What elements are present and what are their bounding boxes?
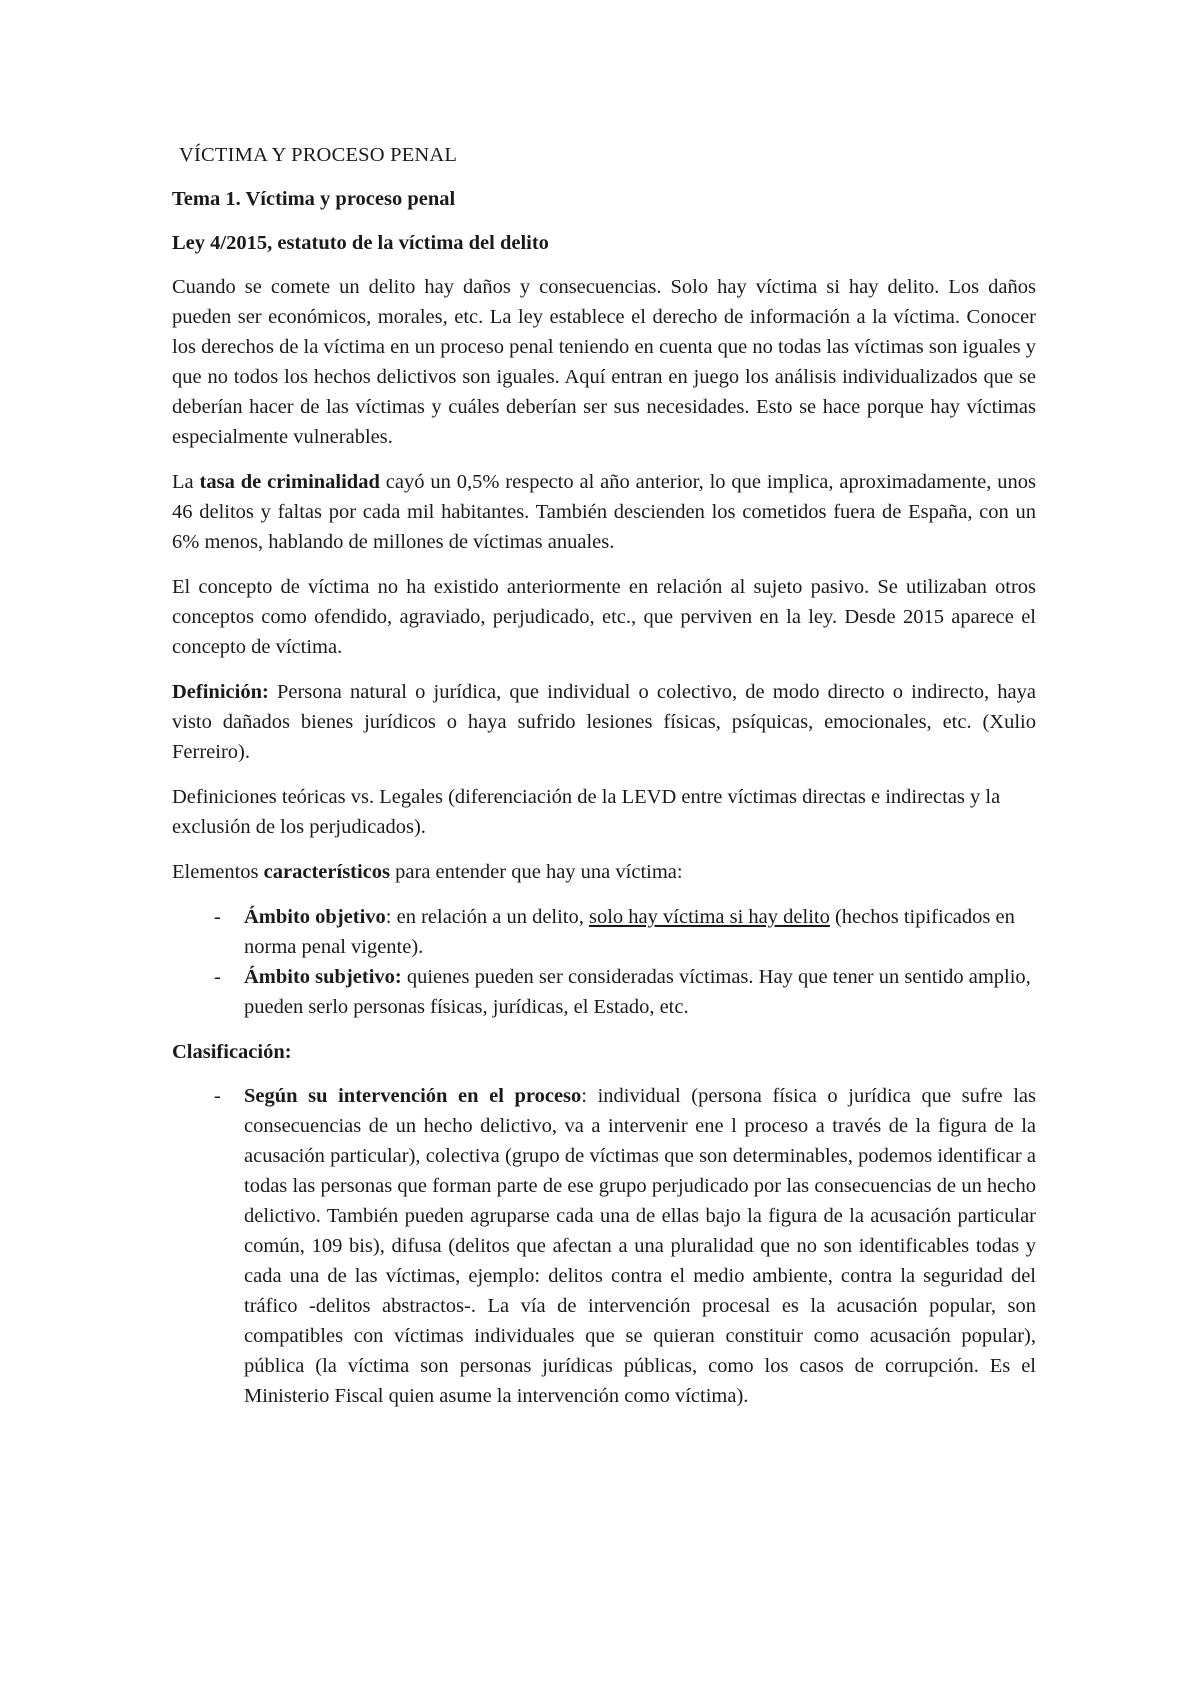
tema-heading: Tema 1. Víctima y proceso penal [172, 188, 456, 210]
dash-bullet: - [214, 906, 221, 928]
text: cayó un 0,5% respecto al año anterior, lo que implica, aproximadamente, unos 46 delitos y faltas por cada mil habitantes. También descienden los cometidos fuera de España, con un 6% menos, hablando de millones de víctimas anuales. [172, 471, 1036, 553]
bold-term-definicion: Definición: [172, 681, 269, 703]
text: (hechos tipificados en norma penal vigente). [244, 906, 1015, 958]
clasificacion-heading: Clasificación: [172, 1041, 292, 1063]
text: : individual (persona física o jurídica que sufre las consecuencias de un hecho delictivo, va a intervenir ene l proceso a través de la figura de la acusación particular), colectiva (grupo de víctimas que son determinables, podemos identificar a todas las personas que forman parte de ese grupo perjudicado por las consecuencias de un hecho delictivo. También pueden agruparse cada una de ellas bajo la figura de la acusación particular común, 109 bis), difusa (delitos que afectan a una pluralidad que no son identificables todas y cada una de las víctimas, ejemplo: delitos contra el medio ambiente, contra la seguridad del tráfico -delitos abstractos-. La vía de intervención procesal es la acusación popular, son compatibles con víctimas individuales que se quieran constituir como acusación popular), pública (la víctima son personas jurídicas públicas, como los casos de corrupción. Es el Ministerio Fiscal quien asume la intervención como víctima). [244, 1085, 1036, 1407]
bold-term: Ámbito subjetivo: [244, 966, 402, 988]
elementos-list [172, 902, 1036, 1022]
text: La [172, 471, 200, 493]
text: : en relación a un delito, [385, 906, 589, 928]
dash-bullet: - [214, 966, 221, 988]
text: Elementos [172, 861, 264, 883]
paragraph-criminalidad [172, 467, 1036, 557]
underlined-text: solo hay víctima si hay delito [589, 906, 830, 928]
text: quienes pueden ser consideradas víctimas. Hay que tener un sentido amplio, pueden serlo personas físicas, jurídicas, el Estado, etc. [244, 966, 1031, 1018]
paragraph-definicion [172, 677, 1036, 767]
paragraph-intro: Cuando se comete un delito hay daños y consecuencias. Solo hay víctima si hay delito. Los daños pueden ser económicos, morales, etc. La ley establece el derecho de información a la víctima. Conocer los derechos de la víctima en un proceso penal teniendo en cuenta que no todas las víctimas son iguales y que no todos los hechos delictivos son iguales. Aquí entran en juego los análisis individualizados que se deberían hacer de las víctimas y cuáles deberían ser sus necesidades. Esto se hace porque hay víctimas especialmente vulnerables. [172, 276, 1036, 448]
list-item [172, 1081, 1036, 1411]
ley-heading: Ley 4/2015, estatuto de la víctima del delito [172, 232, 549, 254]
text: Persona natural o jurídica, que individual o colectivo, de modo directo o indirecto, haya visto dañados bienes jurídicos o haya sufrido lesiones físicas, psíquicas, emocionales, etc. (Xulio Ferreiro). [172, 681, 1036, 763]
paragraph-concepto: El concepto de víctima no ha existido anteriormente en relación al sujeto pasivo. Se utilizaban otros conceptos como ofendido, agraviado, perjudicado, etc., que perviven en la ley. Desde 2015 aparece el concepto de víctima. [172, 576, 1036, 658]
paragraph-elementos [172, 857, 1036, 887]
document-title: VÍCTIMA Y PROCESO PENAL [179, 144, 458, 166]
list-item [172, 902, 1036, 962]
document-page [172, 140, 1036, 1426]
list-item [172, 962, 1036, 1022]
bold-term-tasa: tasa de criminalidad [199, 471, 380, 493]
paragraph-definiciones: Definiciones teóricas vs. Legales (diferenciación de la LEVD entre víctimas directas e indirectas y la exclusión de los perjudicados). [172, 786, 1001, 838]
bold-term: Ámbito objetivo [244, 906, 386, 928]
clasificacion-list [172, 1081, 1036, 1411]
text: para entender que hay una víctima: [390, 861, 683, 883]
bold-term: Según su intervención en el proceso [244, 1085, 582, 1107]
dash-bullet: - [214, 1085, 221, 1107]
bold-term-caracteristicos: característicos [263, 861, 391, 883]
